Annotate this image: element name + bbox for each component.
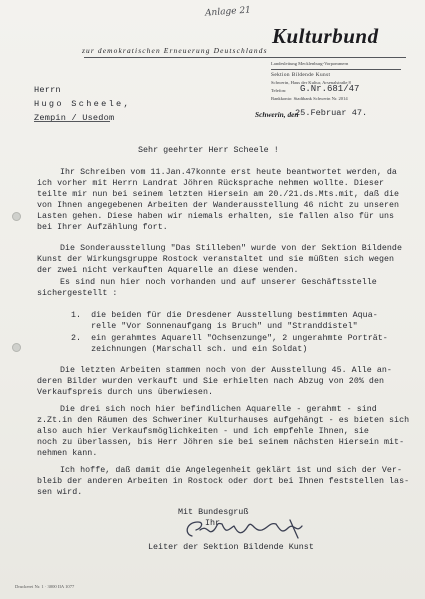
body-line: bei Ihrer Aufzählung fort. <box>37 223 168 232</box>
letterhead-logo: Kulturbund <box>272 24 379 48</box>
body-line: Es sind nun hier noch vorhanden und auf unserer Geschäftsstelle <box>60 278 377 287</box>
body-line: Ich hoffe, daß damit die Angelegenheit geklärt ist und sich der Ver- <box>60 466 402 475</box>
letterhead-rule <box>84 57 406 58</box>
letterhead-rule <box>271 69 401 70</box>
closing-ihr: Ihr <box>205 518 221 528</box>
salutation: Sehr geehrter Herr Scheele ! <box>138 145 279 155</box>
body-line: Die letzten Arbeiten stammen noch von der Ausstellung 45. Alle an- <box>60 366 392 375</box>
recipient-line: Zempin / Usedom <box>34 113 115 123</box>
body-line: Verkaufspreis durch uns überwiesen. <box>37 388 214 397</box>
body-line: sen wird. <box>37 488 83 497</box>
body-line: z.Zt.in den Räumen des Schweriner Kulturhauses aufgehängt - es bieten sich <box>37 416 410 425</box>
body-line: Ihr Schreiben vom 11.Jan.47konnte erst heute beantwortet werden, da <box>60 168 397 177</box>
punch-hole <box>12 212 21 221</box>
body-line: Kunst der Wirkungsgruppe Rostock veranstaltet und sie müßten sich wegen <box>37 255 395 264</box>
letterhead-line: Landesleitung Mecklenburg-Vorpommern <box>271 61 349 66</box>
list-item: zeichnungen (Marschall sch. und ein Soldat) <box>71 345 308 354</box>
address-underline <box>34 121 110 122</box>
body-line: noch zu überlassen, bis Herr Jöhren sie bei seinem nächsten Hiersein mit- <box>37 438 405 447</box>
body-line: Die drei sich noch hier befindlichen Aquarelle - gerahmt - sind <box>60 405 377 414</box>
recipient-line: Hugo Scheele, <box>34 99 131 109</box>
letterhead-line: Sektion Bildende Kunst <box>271 72 331 78</box>
body-line: bleib der anderen Arbeiten in Rostock oder dort bei Ihnen feststellen las- <box>37 477 410 486</box>
body-line: nehmen kann. <box>37 449 98 458</box>
handwritten-annotation: Anlage 21 <box>204 5 252 19</box>
signatory-title: Leiter der Sektion Bildende Kunst <box>148 542 314 552</box>
handwritten-signature <box>178 512 333 544</box>
reference-number: G.Nr.681/47 <box>300 84 360 94</box>
body-line: Lasten gehen. Diese haben wir niemals erhalten, sie fallen also für uns <box>37 212 395 221</box>
organization-subtitle: zur demokratischen Erneuerung Deutschlands <box>82 46 268 55</box>
list-item: 2. ein gerahmtes Aquarell "Ochsenzunge", 2 ungerahmte Porträt- <box>71 334 388 343</box>
list-item: 1. die beiden für die Dresdener Ausstellung bestimmten Aqua- <box>71 311 378 320</box>
body-line: teilte mir nun bei seinem letzten Hiersein am 20./21.ds.Mts.mit, daß die <box>37 190 400 199</box>
printer-footer: Druckerei Nr. 1 · 3000 IIA 1077 <box>15 584 75 589</box>
letterhead-line: Bankkonto: Stadtbank Schwerin Nr. 2014 <box>271 96 348 101</box>
punch-hole <box>12 343 21 352</box>
letterhead-line: Telefon: <box>271 88 287 93</box>
body-line: Die Sonderausstellung "Das Stilleben" wurde von der Sektion Bildende <box>60 244 402 253</box>
list-item: relle "Vor Sonnenaufgang is Bruch" und "Stranddistel" <box>71 322 358 331</box>
letterhead-line: Schwerin, Haus der Kultur, Arsenalstraße 8 <box>271 80 351 85</box>
recipient-line: Herrn <box>34 85 61 95</box>
closing-greeting: Mit Bundesgruß <box>178 507 249 517</box>
body-line: also auch hier Verkaufsmöglichkeiten - und ich empfehle Ihnen, sie <box>37 427 369 436</box>
body-line: deren Bilder wurden verkauft und Sie erhielten nach Abzug von 20% den <box>37 377 384 386</box>
body-line: von Ihnen angegebenen Arbeiten der Wanderausstellung 46 nicht zu unseren <box>37 201 400 210</box>
letter-date: 25.Februar 47. <box>295 108 368 118</box>
body-line: ich vorher mit Herrn Landrat Jöhren Rücksprache nehmen wollte. Dieser <box>37 179 384 188</box>
body-line: sichergestellt : <box>37 289 118 298</box>
place-label: Schwerin, den <box>255 110 299 119</box>
body-line: der zwei nicht verkauften Aquarelle an diese wenden. <box>37 266 299 275</box>
